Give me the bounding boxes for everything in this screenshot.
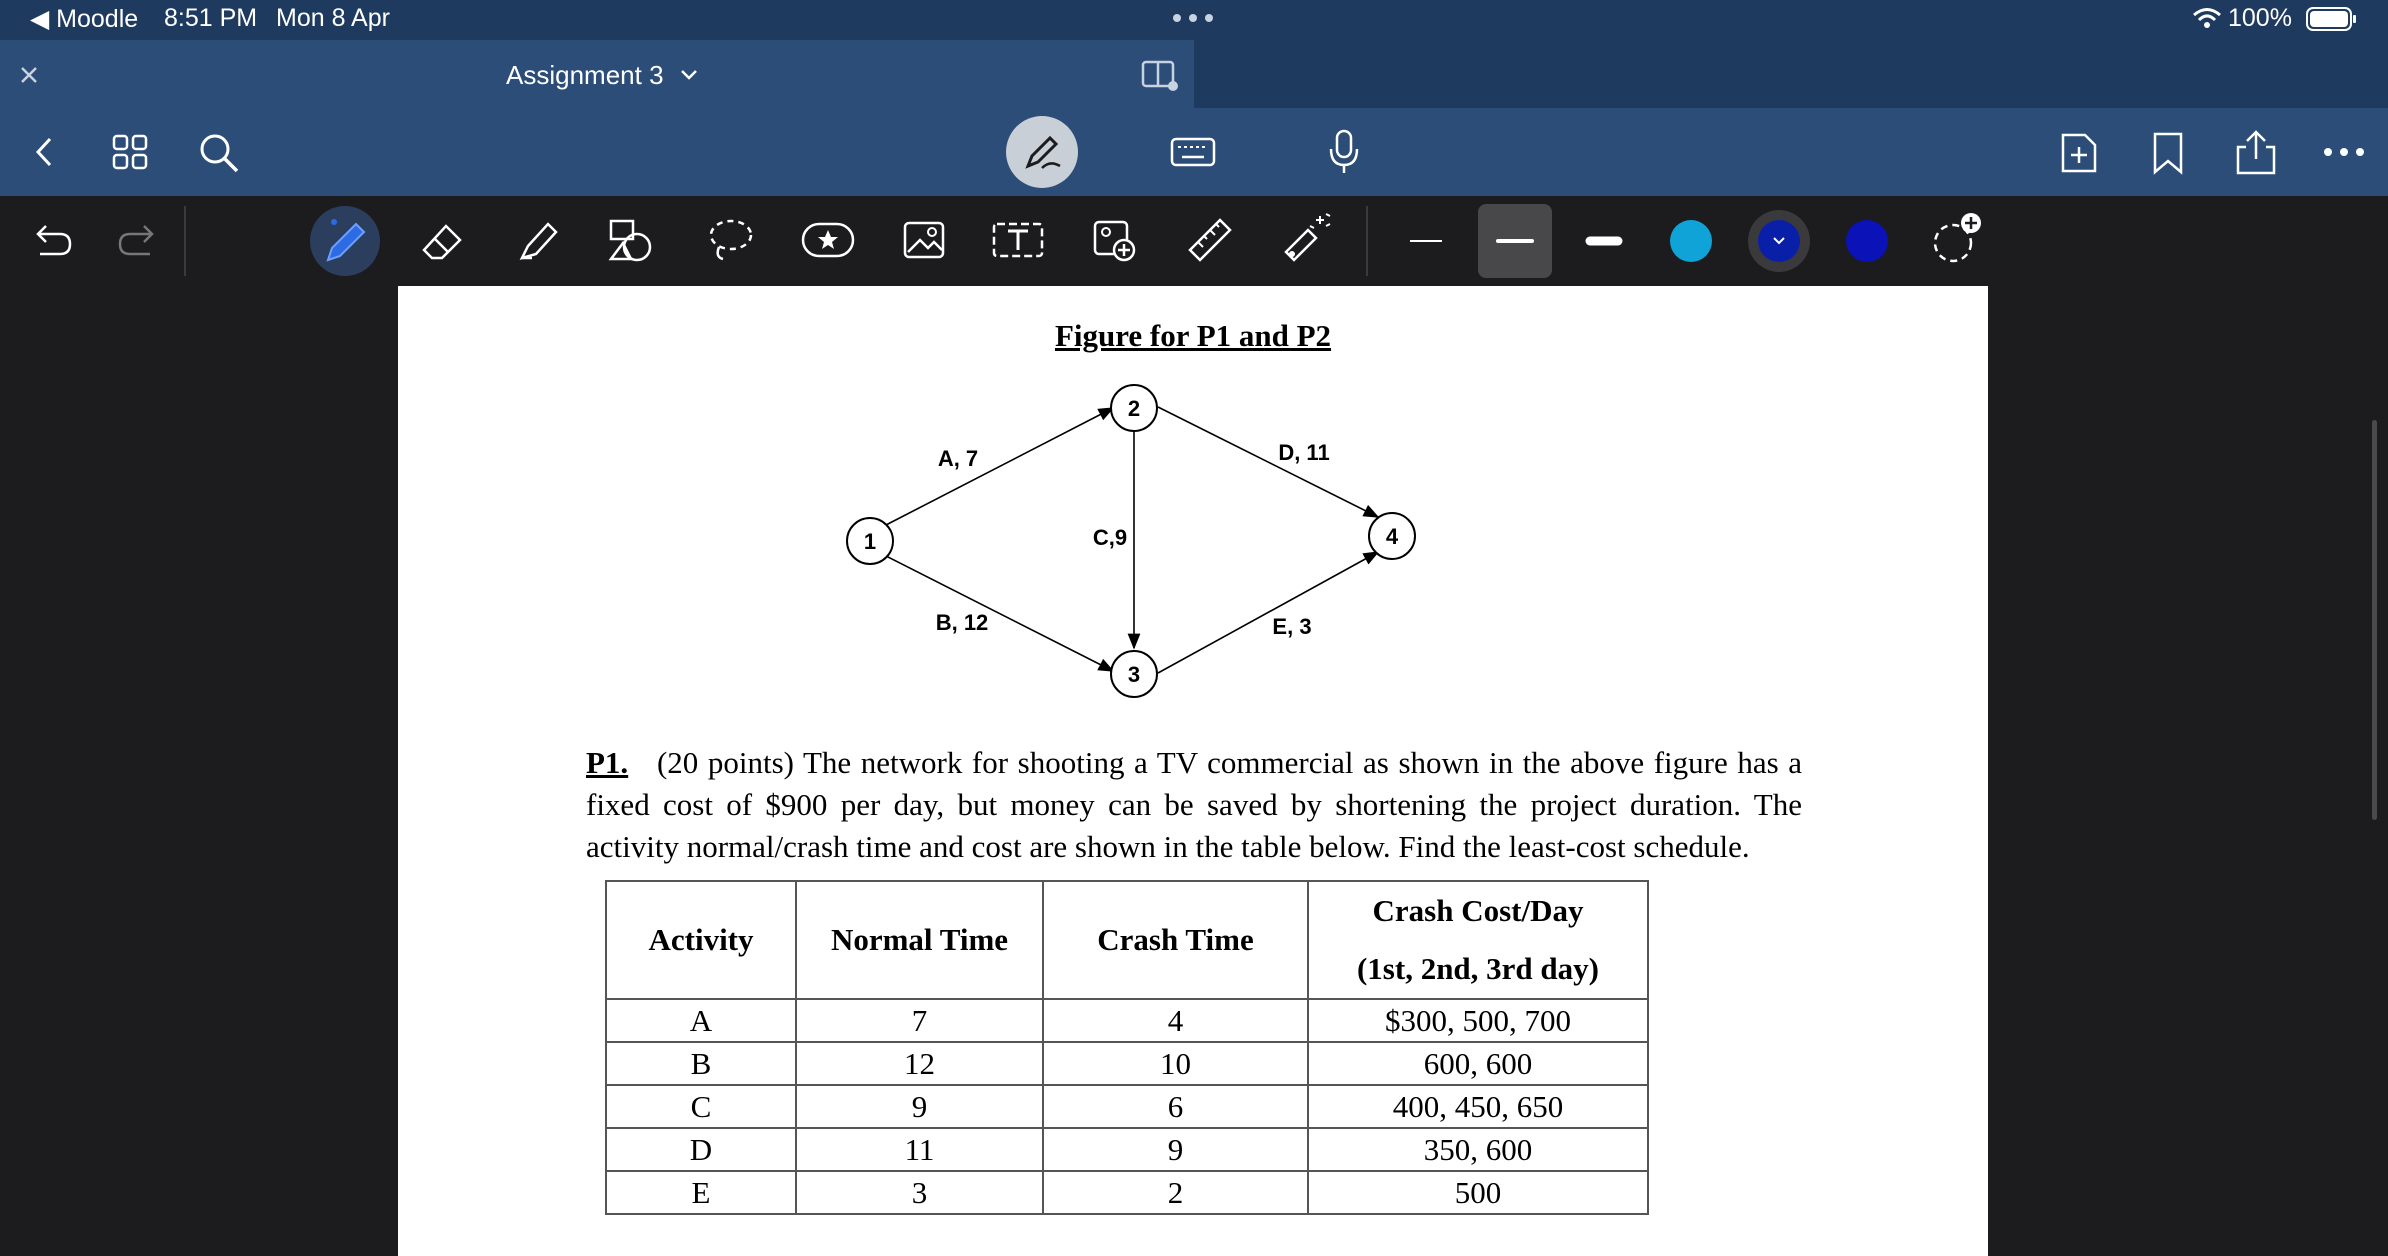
edge-a: [886, 408, 1113, 525]
cell-crash-time: 2: [1043, 1171, 1308, 1214]
highlighter-icon[interactable]: [512, 214, 564, 266]
header-crash-cost: [1308, 881, 1648, 999]
cell-crash-time: 4: [1043, 999, 1308, 1042]
figure-title: Figure for P1 and P2: [1054, 318, 1332, 353]
table-row: [606, 1128, 1648, 1171]
sticker-icon[interactable]: [800, 214, 856, 266]
problem-label: P1.: [586, 745, 629, 780]
document-page[interactable]: [398, 286, 1988, 1256]
status-bar: [0, 0, 2388, 40]
close-icon[interactable]: [14, 60, 44, 90]
multitasking-dots-icon[interactable]: [1168, 6, 1218, 30]
bookmark-icon[interactable]: [2148, 130, 2188, 176]
drawing-toolbar: [0, 196, 2388, 286]
node-2-label: 2: [1127, 396, 1141, 421]
redo-icon[interactable]: [116, 220, 162, 262]
node-3-label: 3: [1127, 662, 1141, 687]
color-swatch-navy-selected[interactable]: [1748, 210, 1810, 272]
cell-activity: C: [606, 1085, 796, 1128]
table-row: [606, 999, 1648, 1042]
split-view-icon[interactable]: [1140, 58, 1180, 92]
edge-b: [886, 556, 1113, 671]
node-4-label: 4: [1385, 524, 1399, 549]
chevron-down-icon: [1758, 220, 1800, 262]
cell-crash-cost: $300, 500, 700: [1308, 999, 1648, 1042]
edge-d: [1158, 407, 1378, 517]
tab-bar: [0, 40, 2388, 108]
pen-mode-icon[interactable]: [1006, 116, 1078, 188]
cell-activity: D: [606, 1128, 796, 1171]
cell-activity: B: [606, 1042, 796, 1085]
edge-a-label: A, 7: [937, 446, 979, 471]
shapes-icon[interactable]: [606, 214, 658, 266]
cell-crash-time: 6: [1043, 1085, 1308, 1128]
more-icon[interactable]: [2320, 142, 2368, 162]
edge-d-label: D, 11: [1278, 440, 1330, 465]
activity-table: [605, 880, 1649, 1215]
edge-b-label: B, 12: [935, 610, 989, 635]
grid-icon[interactable]: [110, 132, 150, 172]
pen-icon[interactable]: [310, 206, 380, 276]
cell-normal-time: 11: [796, 1128, 1043, 1171]
table-row: [606, 1042, 1648, 1085]
keyboard-icon[interactable]: [1170, 132, 1216, 172]
node-1-label: 1: [863, 529, 877, 554]
search-icon[interactable]: [196, 130, 242, 176]
text-icon[interactable]: [990, 214, 1046, 266]
battery-percent: 100%: [2228, 4, 2292, 32]
cell-activity: A: [606, 999, 796, 1042]
chevron-down-icon[interactable]: [678, 64, 700, 86]
table-row: [606, 1085, 1648, 1128]
nav-bar: [0, 108, 2388, 196]
problem-text: (20 points) The network for shooting a TV commercial as shown in the above figure has a fixed cost of $900 per day, but money can be saved by shortening the project duration. The activity normal/crash time and cost are shown in the table below. Find the least-cost schedule.: [586, 745, 1802, 864]
share-icon[interactable]: [2232, 128, 2280, 176]
header-crash-cost-line2: (1st, 2nd, 3rd day): [1356, 951, 1599, 986]
header-normal-time: Normal Time: [796, 881, 1043, 999]
cell-normal-time: 7: [796, 999, 1043, 1042]
header-activity: Activity: [606, 881, 796, 999]
cell-normal-time: 12: [796, 1042, 1043, 1085]
color-swatch-cyan[interactable]: [1670, 220, 1712, 262]
scrollbar[interactable]: [2372, 420, 2377, 820]
add-tool-icon[interactable]: [1930, 210, 1984, 268]
lasso-icon[interactable]: [704, 214, 756, 266]
table-header-row: [606, 881, 1648, 999]
problem-p1: [586, 742, 1802, 868]
color-swatch-blue[interactable]: [1846, 220, 1888, 262]
table-row: [606, 1171, 1648, 1214]
undo-icon[interactable]: [28, 220, 74, 262]
medium-line-icon[interactable]: [1478, 204, 1552, 278]
header-crash-time: Crash Time: [1043, 881, 1308, 999]
toolbar-divider: [184, 206, 186, 276]
edge-e: [1158, 552, 1378, 673]
edge-e-label: E, 3: [1272, 614, 1312, 639]
wifi-icon: [2190, 4, 2224, 32]
eraser-icon[interactable]: [416, 214, 468, 266]
cell-crash-time: 9: [1043, 1128, 1308, 1171]
battery-icon: [2306, 6, 2358, 32]
cell-crash-time: 10: [1043, 1042, 1308, 1085]
edge-c-label: C,9: [1092, 525, 1128, 550]
laser-icon[interactable]: [1278, 210, 1334, 266]
tab-assignment-3[interactable]: [0, 40, 1194, 108]
ruler-icon[interactable]: [1182, 214, 1238, 266]
header-crash-cost-line1: Crash Cost/Day: [1372, 893, 1584, 928]
thin-line-icon[interactable]: [1404, 226, 1448, 256]
cell-crash-cost: 500: [1308, 1171, 1648, 1214]
network-diagram: [398, 286, 1988, 726]
back-to-app-link[interactable]: ◀ Moodle: [30, 5, 139, 33]
cell-normal-time: 9: [796, 1085, 1043, 1128]
cell-normal-time: 3: [796, 1171, 1043, 1214]
back-icon[interactable]: [28, 134, 60, 170]
image-icon[interactable]: [898, 214, 950, 266]
status-time: 8:51 PM: [164, 4, 258, 32]
toolbar-divider: [1366, 206, 1368, 276]
thick-line-icon[interactable]: [1582, 224, 1626, 258]
tab-title[interactable]: Assignment 3: [506, 60, 664, 90]
cell-crash-cost: 600, 600: [1308, 1042, 1648, 1085]
camera-icon[interactable]: [1088, 214, 1144, 266]
cell-crash-cost: 400, 450, 650: [1308, 1085, 1648, 1128]
microphone-icon[interactable]: [1326, 128, 1362, 176]
cell-crash-cost: 350, 600: [1308, 1128, 1648, 1171]
status-date: Mon 8 Apr: [276, 4, 390, 32]
add-page-icon[interactable]: [2058, 130, 2100, 176]
cell-activity: E: [606, 1171, 796, 1214]
